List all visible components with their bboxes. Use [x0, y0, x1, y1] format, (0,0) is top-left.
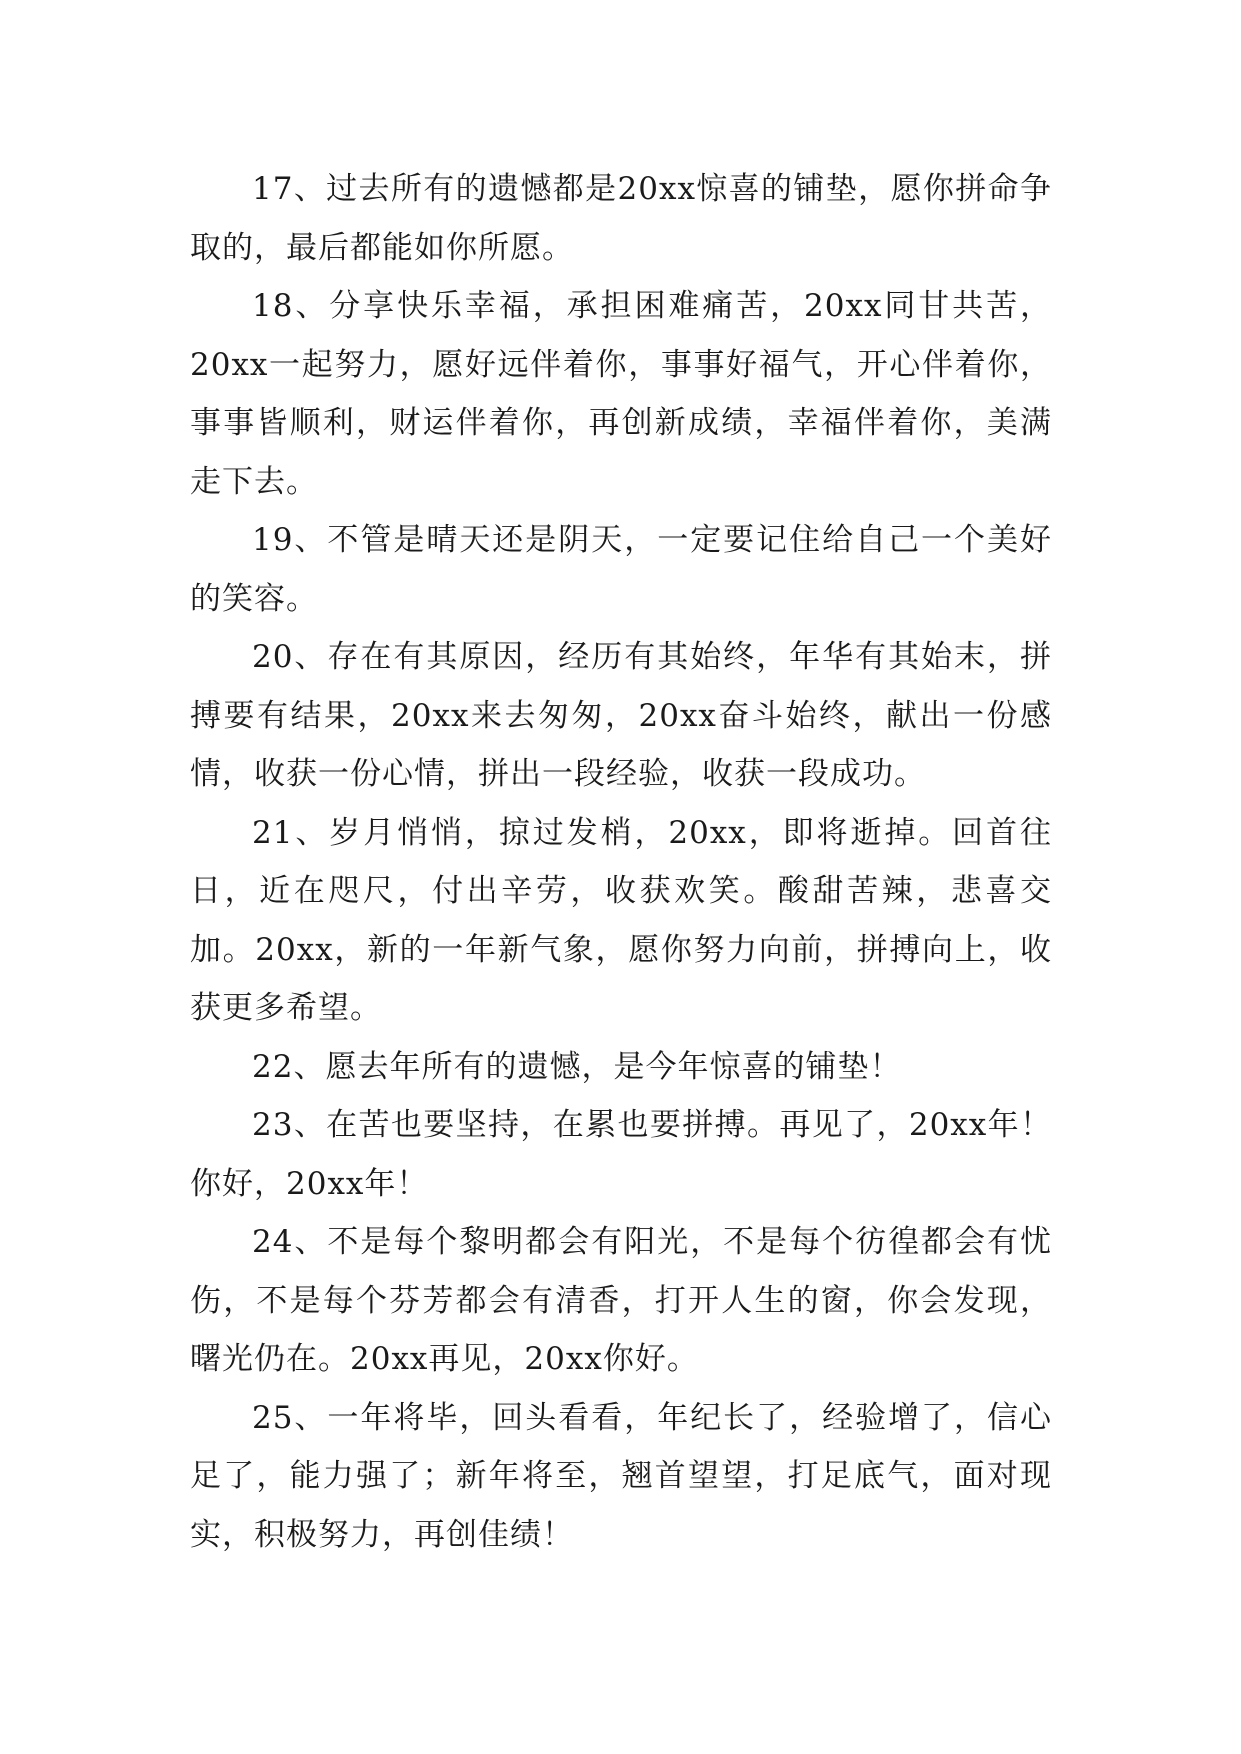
paragraph-23: 23、在苦也要坚持，在累也要拼搏。再见了，20xx年！你好，20xx年！: [190, 1107, 1052, 1202]
paragraph-20: 20、存在有其原因，经历有其始终，年华有其始末，拼搏要有结果，20xx来去匆匆，20xx奋斗始终，献出一份感情，收获一份心情，拼出一段经验，收获一段成功。: [190, 639, 1052, 792]
paragraph-24: 24、不是每个黎明都会有阳光，不是每个彷徨都会有忧伤，不是每个芬芳都会有清香，打开人生的窗，你会发现，曙光仍在。20xx再见，20xx你好。: [190, 1224, 1052, 1377]
document-body: [190, 160, 1052, 1564]
paragraph-21: 21、岁月悄悄，掠过发梢，20xx，即将逝掉。回首往日，近在咫尺，付出辛劳，收获欢笑。酸甜苦辣，悲喜交加。20xx，新的一年新气象，愿你努力向前，拼搏向上，收获更多希望。: [190, 814, 1052, 1026]
paragraph-19: 19、不管是晴天还是阴天，一定要记住给自己一个美好的笑容。: [190, 522, 1052, 617]
paragraph-17: 17、过去所有的遗憾都是20xx惊喜的铺垫，愿你拼命争取的，最后都能如你所愿。: [190, 171, 1052, 266]
paragraph-25: 25、一年将毕，回头看看，年纪长了，经验增了，信心足了，能力强了；新年将至，翘首望望，打足底气，面对现实，积极努力，再创佳绩！: [190, 1399, 1052, 1553]
paragraph-18: 18、分享快乐幸福，承担困难痛苦，20xx同甘共苦，20xx一起努力，愿好远伴着你，事事好福气，开心伴着你，事事皆顺利，财运伴着你，再创新成绩，幸福伴着你，美满走下去。: [190, 288, 1052, 500]
paragraph-22: 22、愿去年所有的遗憾，是今年惊喜的铺垫！: [252, 1048, 902, 1085]
